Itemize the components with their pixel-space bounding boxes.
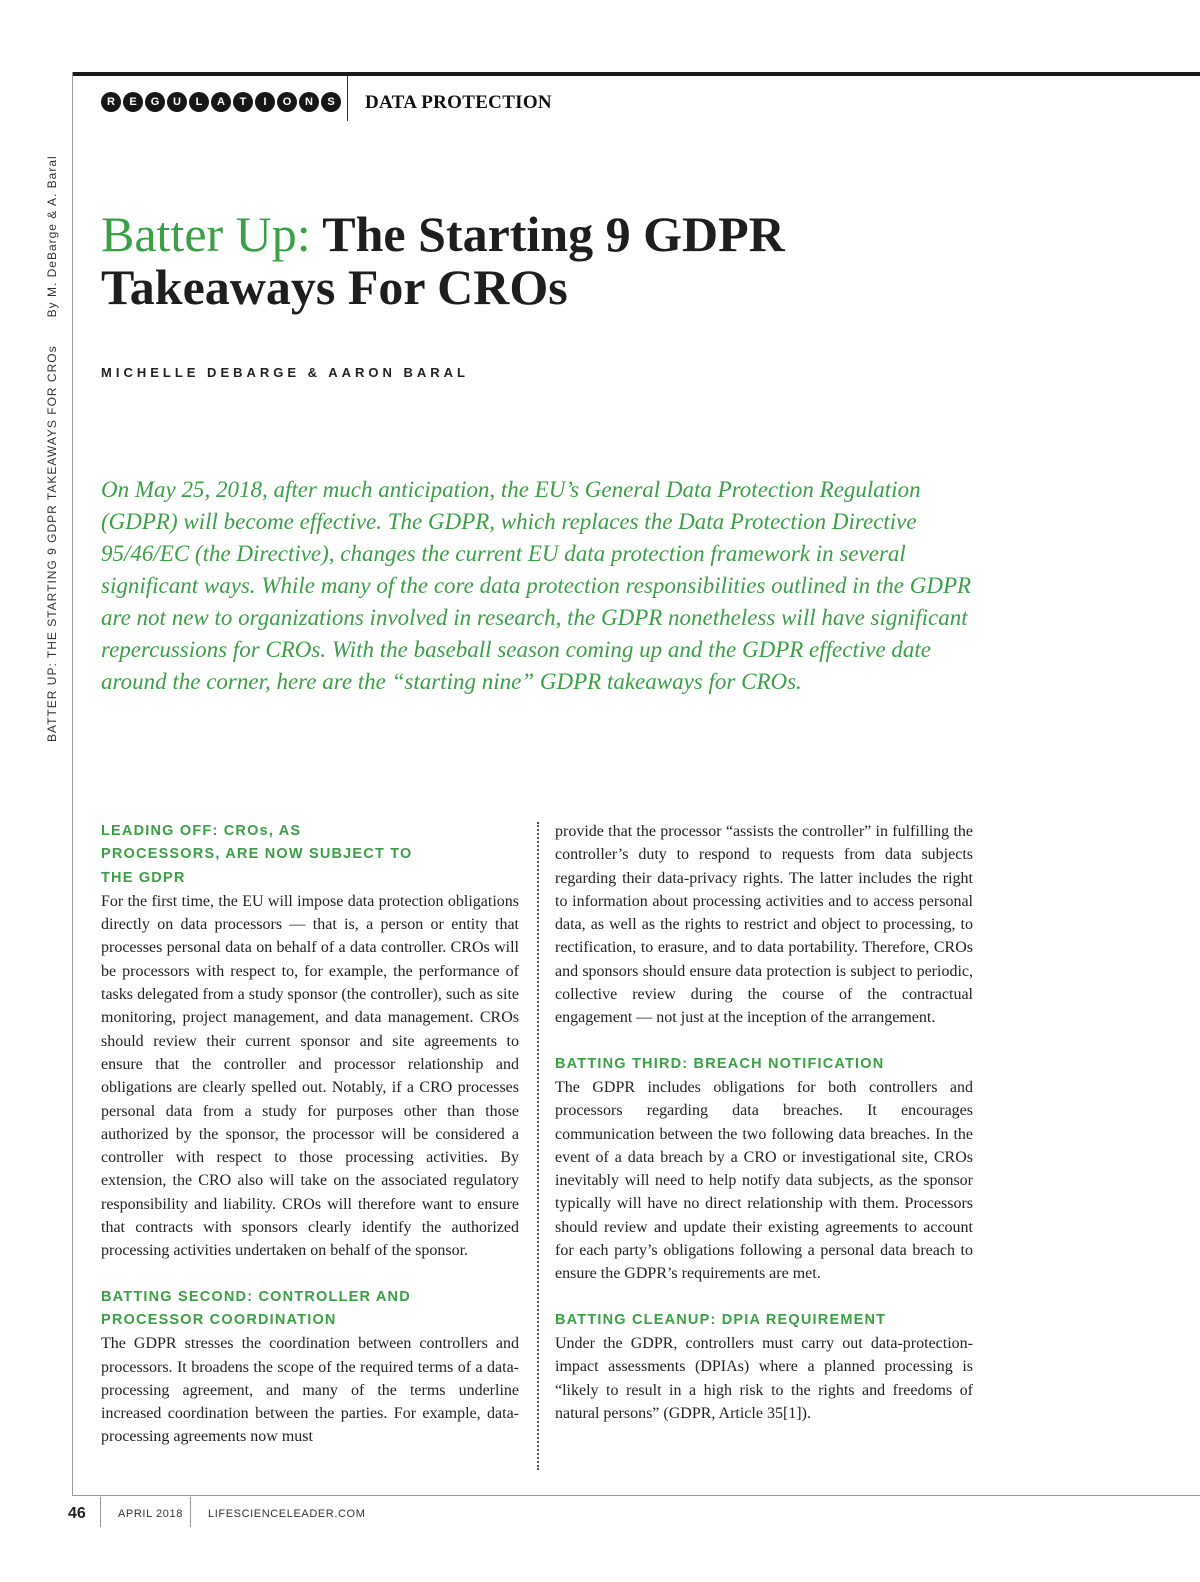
section-tag-letter: R — [101, 92, 121, 112]
page-number: 46 — [68, 1505, 86, 1522]
section-tag-letter: G — [145, 92, 165, 112]
website-url: LIFESCIENCELEADER.COM — [208, 1508, 366, 1520]
section-tag-letter: O — [277, 92, 297, 112]
section-body: The GDPR stresses the coordination between controllers and processors. It broadens the scope of the required terms of a data-processing agreement, and many of the terms underline increased coordination between the parties. For example, data-processing agreements now must — [101, 1335, 519, 1446]
article-title-lead: Batter Up: — [101, 206, 311, 262]
left-margin-rule — [72, 72, 73, 1496]
section-tag-letter: T — [233, 92, 253, 112]
article-authors: MICHELLE DEBARGE & AARON BARAL — [101, 365, 469, 380]
tag-divider — [347, 76, 348, 121]
section-heading: BATTING THIRD: BREACH NOTIFICATION — [555, 1055, 885, 1072]
section-tag-letter: E — [123, 92, 143, 112]
section-body-continued: provide that the processor “assists the controller” in fulfilling the controller’s duty to respond to requests from data subjects regarding their data-privacy rights. The latter includes the right to information about processing activities and to access personal data, as well as the rights to restrict and object to processing, to rectification, to erasure, and to data portability. Therefore, CROs and sponsors should ensure data protection is subject to periodic, collective review during the course of the contractual engagement — not just at the inception of the arrangement. — [555, 823, 973, 1027]
bottom-rule — [72, 1495, 1200, 1496]
section-tag-letter: N — [299, 92, 319, 112]
column-right — [555, 820, 973, 1425]
top-rule — [72, 72, 1200, 76]
article-title — [101, 208, 1001, 314]
side-running-head — [40, 155, 64, 742]
section-tag-letter: A — [211, 92, 231, 112]
footer-divider — [190, 1497, 191, 1527]
section-tag-letter: L — [189, 92, 209, 112]
side-running-title: BATTER UP: THE STARTING 9 GDPR TAKEAWAYS FOR CROs — [45, 345, 59, 742]
section-heading: BATTING CLEANUP: DPIA REQUIREMENT — [555, 1311, 887, 1328]
column-divider — [537, 822, 539, 1470]
section-tag-letter: S — [321, 92, 341, 112]
section-heading: BATTING SECOND: CONTROLLER AND PROCESSOR COORDINATION — [101, 1288, 411, 1328]
column-left — [101, 820, 519, 1449]
section-body: For the first time, the EU will impose data protection obligations directly on data processors — that is, a person or entity that processes personal data on behalf of a data controller. CROs will be processors with respect to, for example, the performance of tasks delegated from a study sponsor (the controller), such as site monitoring, project management, and data management. CROs should review their current sponsor and site agreements to ensure that the controller and processor relationship and obligations are clearly spelled out. Notably, if a CRO processes personal data from a study for purposes other than those authorized by the sponsor, the processor will be considered a controller with respect to those processing activities. By extension, the CRO also will take on the associated regulatory responsibility and liability. CROs will therefore want to ensure that contracts with sponsors clearly identify the authorized processing activities undertaken on behalf of the sponsor. — [101, 892, 519, 1260]
article-title-main: The Starting 9 GDPR Takeaways For CROs — [101, 206, 785, 315]
section-heading: LEADING OFF: CROs, AS PROCESSORS, ARE NOW SUBJECT TO THE GDPR — [101, 823, 413, 886]
article-deck: On May 25, 2018, after much anticipation, the EU’s General Data Protection Regulation (GDPR) will become effective. The GDPR, which replaces the Data Protection Directive 95/46/EC (the Directive), changes the current EU data protection framework in several significant ways. While many of the core data protection responsibilities outlined in the GDPR are not new to organizations involved in research, the GDPR nonetheless will have significant repercussions for CROs. With the baseball season coming up and the GDPR effective date around the corner, here are the “starting nine” GDPR takeaways for CROs. — [101, 477, 972, 694]
footer-divider — [100, 1497, 101, 1527]
issue-date: APRIL 2018 — [118, 1508, 183, 1520]
section-body: The GDPR includes obligations for both controllers and processors regarding data breaches. It encourages communication between the two following data breaches. In the event of a data breach by a CRO or investigational site, CROs inevitably will need to help notify data subjects, as the sponsor typically will have no direct relationship with them. Processors should review and update their existing agreements to account for each party’s obligations following a personal data breach to ensure the GDPR’s requirements are met. — [555, 1078, 973, 1283]
department-label: DATA PROTECTION — [365, 92, 552, 113]
section-body: Under the GDPR, controllers must carry out data-protection-impact assessments (DPIAs) where a planned processing is “likely to result in a high risk to the rights and freedoms of natural persons” (GDPR, Article 35[1]). — [555, 1334, 973, 1422]
page-footer — [0, 1505, 1200, 1525]
side-running-byline: By M. DeBarge & A. Baral — [45, 155, 59, 318]
section-tag-letter: U — [167, 92, 187, 112]
section-tag-letter: I — [255, 92, 275, 112]
section-tag — [101, 92, 341, 112]
